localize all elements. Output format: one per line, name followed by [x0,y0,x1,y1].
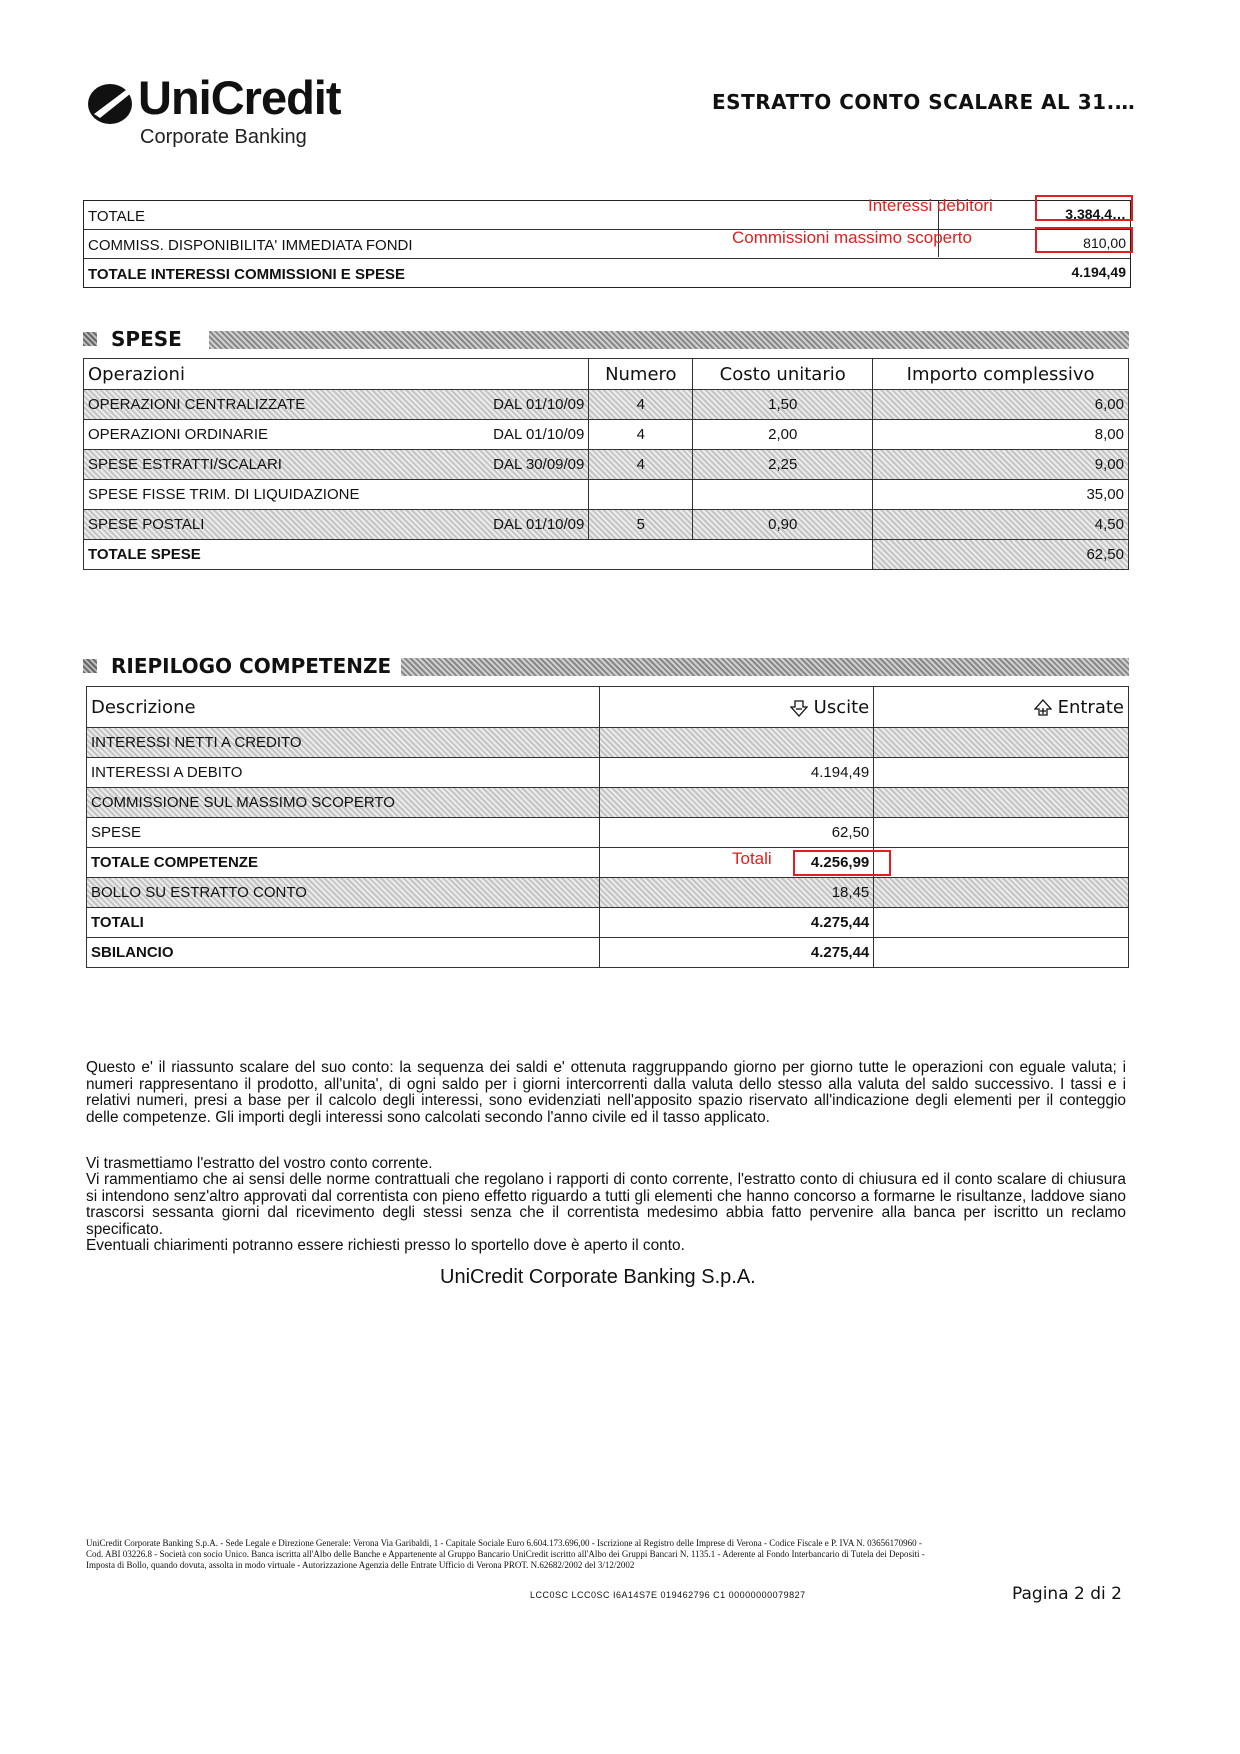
cell-entrate [874,788,1129,818]
totals-value: 3.384,4… [1065,206,1126,222]
cell-costo [693,480,873,510]
section-title: SPESE [111,327,192,351]
cell-descrizione: COMMISSIONE SUL MASSIMO SCOPERTO [87,788,600,818]
totals-value: 4.194,49 [1071,264,1126,280]
cell-importo: 8,00 [873,420,1129,450]
table-row [87,728,1129,758]
cell-descrizione: SBILANCIO [87,938,600,968]
cell-numero: 4 [589,420,693,450]
cell-numero [589,480,693,510]
entrate-label: Entrate [1057,696,1124,718]
cell-uscite: 62,50 [599,818,874,848]
section-bullet-icon [83,332,97,346]
cell-costo: 0,90 [693,510,873,540]
cell-entrate [874,818,1129,848]
arrow-down-minus-icon [790,699,808,717]
cell-descrizione: BOLLO SU ESTRATTO CONTO [87,878,600,908]
section-bullet-icon [83,659,97,673]
col-header-uscite [599,687,874,728]
col-header-descrizione: Descrizione [87,687,600,728]
op-date: DAL 01/10/09 [493,516,585,533]
cell-operazione [84,480,589,510]
op-label: OPERAZIONI ORDINARIE [88,426,269,443]
legal-footer [86,1538,1136,1571]
col-header-costo-unitario: Costo unitario [693,359,873,390]
cell-entrate [874,848,1129,878]
arrow-up-plus-icon [1034,699,1052,717]
table-row [87,938,1129,968]
cell-importo: 35,00 [873,480,1129,510]
riepilogo-header-row [87,687,1129,728]
cell-importo: 6,00 [873,390,1129,420]
table-row [84,480,1129,510]
legal-line: UniCredit Corporate Banking S.p.A. - Sede Legale e Direzione Generale: Verona Via Garibaldi, 1 - Capitale Sociale Euro 6.604.173.696,00 - Iscrizione al Registro delle Imprese di Verona - Codice Fiscale e P. IVA N. 03656170960 - [86,1538,922,1548]
table-row [87,758,1129,788]
op-date: DAL 01/10/09 [493,426,585,443]
total-value: 62,50 [873,540,1129,570]
annotation-commissioni-massimo-scoperto: Commissioni massimo scoperto [732,228,972,247]
cell-importo: 4,50 [873,510,1129,540]
table-row [87,818,1129,848]
signature: UniCredit Corporate Banking S.p.A. [440,1266,756,1288]
cell-numero: 4 [589,390,693,420]
table-row [87,878,1129,908]
totals-label: TOTALE [88,208,145,225]
op-label: OPERAZIONI CENTRALIZZATE [88,396,306,413]
totals-label: COMMISS. DISPONIBILITA' IMMEDIATA FONDI [88,237,413,254]
cell-entrate [874,758,1129,788]
logo-subtitle: Corporate Banking [140,126,307,148]
totals-row-totale-interessi [84,259,1130,287]
section-spese-header [83,327,1129,353]
cell-uscite [599,788,874,818]
table-row [84,510,1129,540]
op-label: SPESE ESTRATTI/SCALARI [88,456,282,473]
cell-operazione [84,450,589,480]
page-number: Pagina 2 di 2 [1012,1584,1122,1604]
cell-costo: 2,00 [693,420,873,450]
total-label: TOTALE SPESE [84,540,873,570]
cell-operazione [84,510,589,540]
cell-entrate [874,878,1129,908]
totals-value: 810,00 [1083,235,1126,251]
cell-costo: 1,50 [693,390,873,420]
cell-uscite [599,728,874,758]
cell-descrizione: INTERESSI NETTI A CREDITO [87,728,600,758]
section-hatch-bar [359,658,1129,676]
legal-line: Imposta di Bollo, quando dovuta, assolta in modo virtuale - Autorizzazione Agenzia delle Entrate Ufficio di Verona PROT. N.62682/2002 del 3/12/2002 [86,1560,635,1570]
note-paragraph-1: Questo e' il riassunto scalare del suo conto: la sequenza dei saldi e' ottenuta raggruppando giorno per giorno tutte le operazioni con eguale valuta; i numeri rappresentano il prodotto, all'unita', di ogni saldo per i giorni intercorrenti dalla valuta dello stesso alla valuta del saldo successivo. I tassi e i relativi numeri, presi a base per il calcolo degli interessi, sono evidenziati nell'apposito spazio riservato all'indicazione degli elementi per il conteggio delle competenze. Gli importi degli interessi sono calcolati secondo l'anno civile ed il tasso applicato. [86,1059,1126,1126]
cell-entrate [874,938,1129,968]
table-row [84,390,1129,420]
cell-costo: 2,25 [693,450,873,480]
cell-descrizione: SPESE [87,818,600,848]
annotation-box-commissioni [1035,227,1133,253]
cell-operazione [84,390,589,420]
op-date: DAL 01/10/09 [493,396,585,413]
cell-uscite: 4.275,44 [599,908,874,938]
cell-uscite: 4.194,49 [599,758,874,788]
document-code: LCC0SC LCC0SC I6A14S7E 019462796 C1 00000000079827 [530,1590,806,1600]
op-label: SPESE FISSE TRIM. DI LIQUIDAZIONE [88,486,360,503]
section-title: RIEPILOGO COMPETENZE [111,654,401,678]
table-row [84,450,1129,480]
col-header-importo-complessivo: Importo complessivo [873,359,1129,390]
cell-uscite: 4.256,99 [599,848,874,878]
annotation-interessi-debitori: Interessi debitori [868,196,993,215]
spese-total-row [84,540,1129,570]
cell-descrizione: INTERESSI A DEBITO [87,758,600,788]
note-paragraph-3: Vi rammentiamo che ai sensi delle norme contrattuali che regolano i rapporti di conto corrente, l'estratto conto di chiusura ed il conto scalare di chiusura si intendono senz'altro approvati dal correntista con pieno effetto riguardo a tutti gli elementi che hanno concorso a formarne le risultanze, laddove siano trascorsi sessanta giorni dal ricevimento degli stessi senza che il correntista medesimo abbia fatto pervenire alla banca per iscritto un reclamo specificato. [86,1171,1126,1238]
annotation-totali: Totali [732,849,772,868]
note-paragraph-2: Vi trasmettiamo l'estratto del vostro conto corrente. [86,1155,433,1172]
section-riepilogo-header [83,654,1129,680]
spese-header-row [84,359,1129,390]
table-row [87,788,1129,818]
op-label: SPESE POSTALI [88,516,205,533]
unicredit-logo-icon [86,82,136,126]
col-header-operazioni: Operazioni [84,359,589,390]
section-hatch-bar [209,331,1129,349]
cell-numero: 4 [589,450,693,480]
cell-importo: 9,00 [873,450,1129,480]
table-row [87,908,1129,938]
unicredit-logo [86,71,406,156]
cell-uscite: 4.275,44 [599,938,874,968]
totals-label: TOTALE INTERESSI COMMISSIONI E SPESE [88,266,405,283]
annotation-box-totali [793,850,891,876]
table-row [87,848,1129,878]
cell-uscite: 18,45 [599,878,874,908]
legal-line: Cod. ABI 03226.8 - Società con socio Unico. Banca iscritta all'Albo delle Banche e Appartenente al Gruppo Bancario UniCredit iscritto all'Albo dei Gruppi Bancari N. 1135.1 - Aderente al Fondo Interbancario di Tutela dei Depositi - [86,1549,925,1559]
op-date: DAL 30/09/09 [493,456,585,473]
spese-table [83,358,1129,570]
cell-descrizione: TOTALE COMPETENZE [87,848,600,878]
cell-operazione [84,420,589,450]
uscite-label: Uscite [813,696,870,718]
totals-row-commissioni [84,230,1130,259]
cell-numero: 5 [589,510,693,540]
cell-entrate [874,728,1129,758]
cell-entrate [874,908,1129,938]
col-header-entrate [874,687,1129,728]
riepilogo-table [86,686,1129,968]
annotation-box-interessi [1035,195,1133,221]
table-row [84,420,1129,450]
logo-name: UniCredit [138,71,341,124]
document-title: ESTRATTO CONTO SCALARE AL 31.… [712,90,1136,114]
col-header-numero: Numero [589,359,693,390]
cell-descrizione: TOTALI [87,908,600,938]
note-paragraph-4: Eventuali chiarimenti potranno essere richiesti presso lo sportello dove è aperto il conto. [86,1237,685,1254]
